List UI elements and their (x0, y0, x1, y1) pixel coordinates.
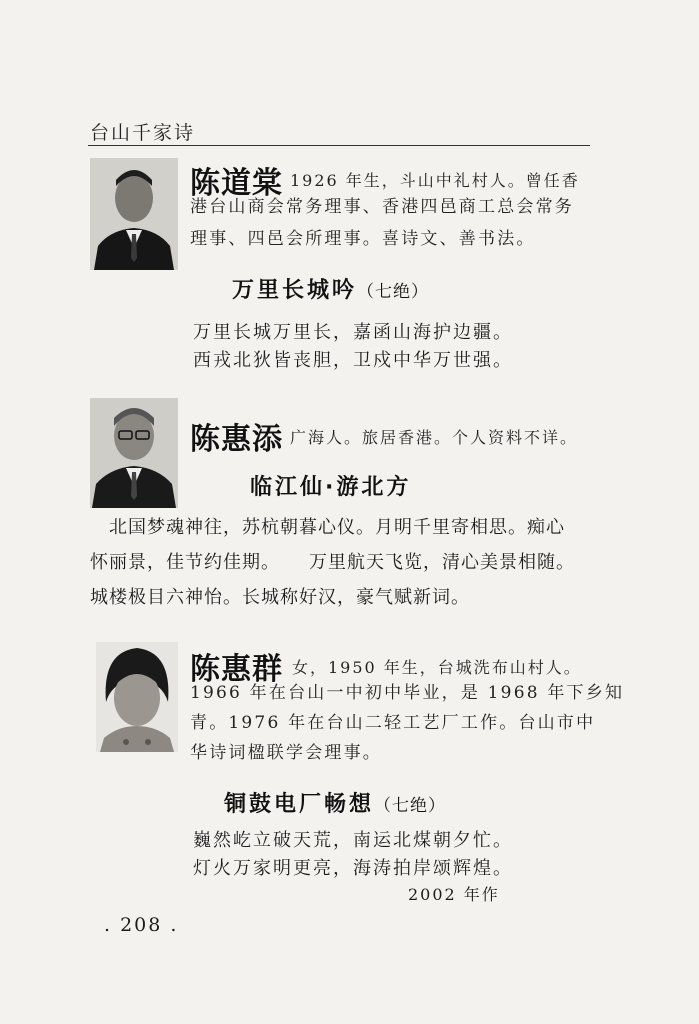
poem-title-text: 万里长城吟 (232, 278, 358, 303)
verse-line: 巍然屹立破天荒，南运北煤朝夕忙。 (193, 830, 513, 851)
verse-line: 万里长城万里长，嘉函山海护边疆。 (193, 322, 513, 343)
ci-line: 北国梦魂神往，苏杭朝暮心仪。月明千里寄相思。痴心 (90, 517, 565, 538)
portrait-1-drawing (90, 158, 178, 270)
bio-line: 青。1976 年在台山二轻工艺厂工作。台山市中 (190, 713, 596, 733)
person-name-3: 陈惠群 (190, 652, 283, 687)
poem-title-3 (224, 787, 446, 818)
ci-line: 城楼极目六神怡。长城称好汉，豪气赋新词。 (90, 587, 470, 608)
verse-line: 西戎北狄皆丧胆，卫戍中华万世强。 (193, 350, 513, 371)
portrait-2-drawing (90, 398, 178, 508)
bio-line: 华诗词楹联学会理事。 (190, 743, 382, 763)
poem-title-1 (232, 273, 429, 304)
page-number: . 208 . (104, 914, 179, 936)
bio-line: 港台山商会常务理事、香港四邑商工总会常务 (190, 197, 574, 217)
portrait-photo-1 (90, 158, 178, 270)
poem-title-2: 临江仙·游北方 (250, 475, 412, 500)
bio-first-line-1: 1926 年生，斗山中礼村人。曾任香 (290, 171, 580, 190)
person-name-2: 陈惠添 (190, 422, 283, 457)
running-header: 台山千家诗 (90, 122, 196, 144)
portrait-photo-2 (90, 398, 178, 508)
bio-line: 1966 年在台山一中初中毕业，是 1968 年下乡知 (190, 683, 625, 703)
bio-first-line-2: 广海人。旅居香港。个人资料不详。 (290, 428, 579, 447)
poem-form: （七绝） (357, 282, 430, 302)
date-note: 2002 年作 (408, 885, 500, 904)
bio-first-line-3: 女，1950 年生，台城洗布山村人。 (292, 658, 582, 677)
verse-line: 灯火万家明更亮，海涛拍岸颂辉煌。 (193, 858, 513, 879)
portrait-photo-3 (96, 642, 178, 752)
poem-form: （七绝） (374, 796, 447, 816)
poem-title-text: 铜鼓电厂畅想 (224, 792, 375, 817)
ci-line: 怀丽景，佳节约佳期。 万里航天飞览，清心美景相随。 (90, 552, 575, 573)
ci-poem-text (90, 510, 598, 615)
header-rule (88, 145, 590, 146)
portrait-3-drawing (96, 642, 178, 752)
person-name-1: 陈道棠 (190, 166, 283, 201)
bio-line: 理事、四邑会所理事。喜诗文、善书法。 (190, 229, 536, 249)
